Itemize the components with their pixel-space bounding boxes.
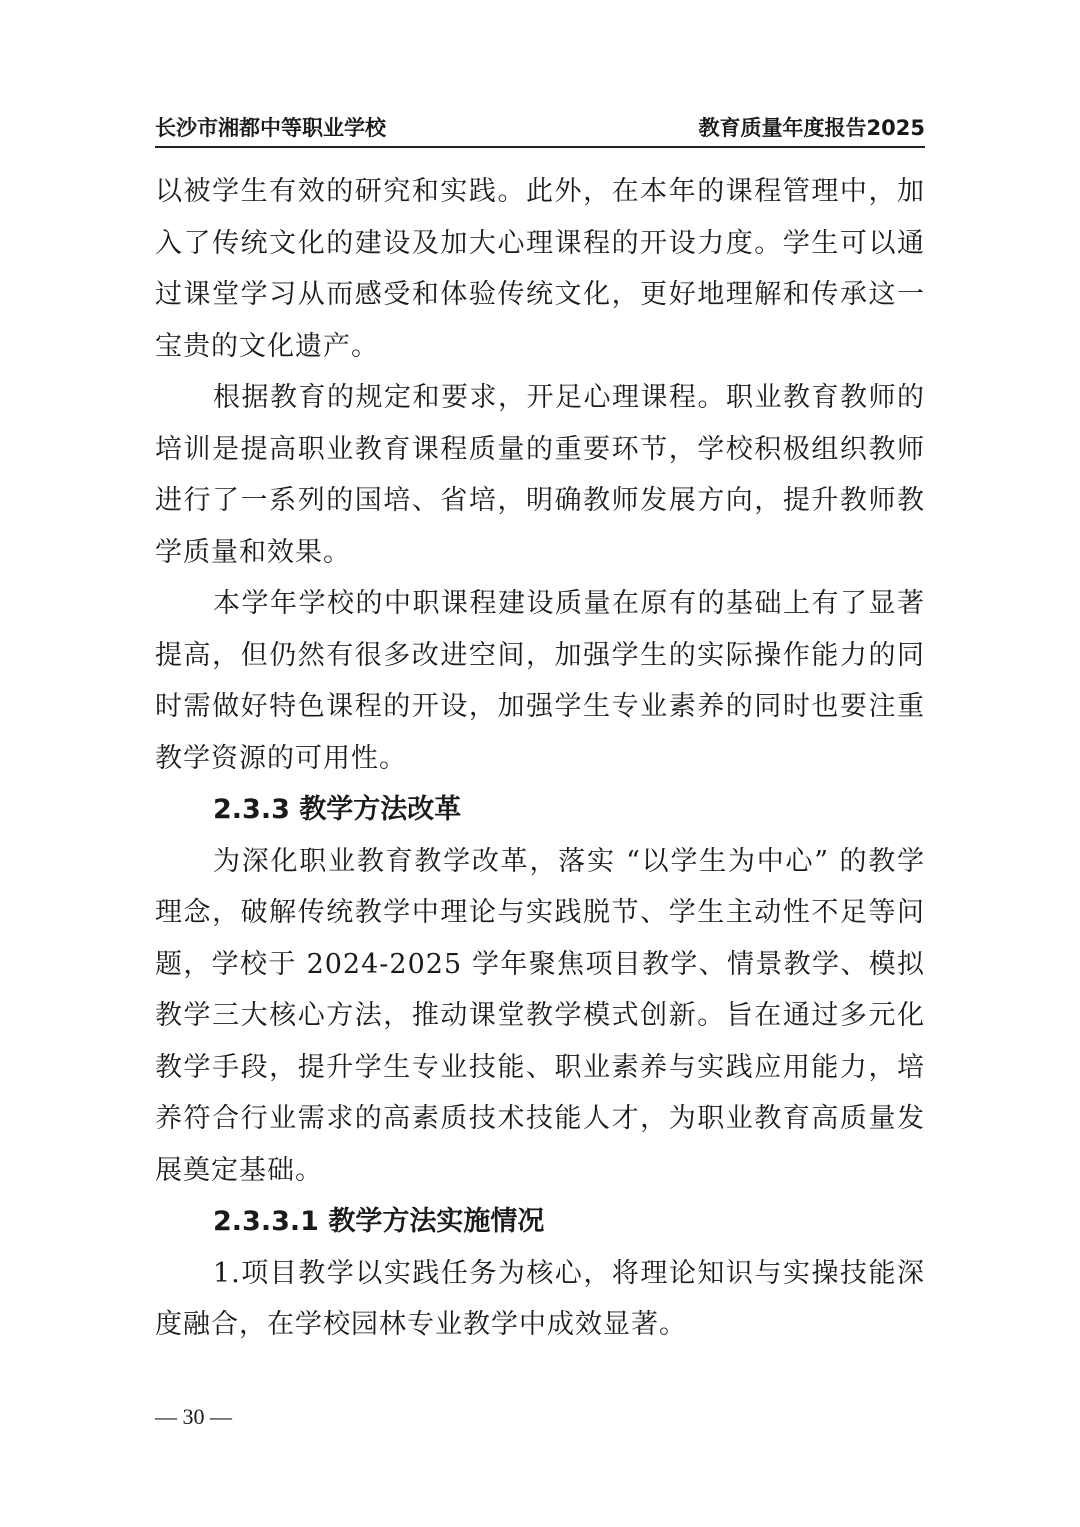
section-heading-2-3-3: 2.3.3 教学方法改革 — [213, 794, 462, 825]
section-heading-2-3-3-1: 2.3.3.1 教学方法实施情况 — [213, 1206, 545, 1237]
header-report-title: 教育质量年度报告2025 — [698, 116, 925, 140]
paragraph-2: 根据教育的规定和要求，开足心理课程。职业教育教师的培训是提高职业教育课程质量的重要环节，学校积极组织教师进行了一系列的国培、省培，明确教师发展方向，提升教师教学质量和效果。 — [155, 382, 925, 568]
header-school-name: 长沙市湘都中等职业学校 — [155, 116, 386, 140]
page-body — [155, 166, 925, 1351]
paragraph-1: 以被学生有效的研究和实践。此外，在本年的课程管理中，加入了传统文化的建设及加大心理课程的开设力度。学生可以通过课堂学习从而感受和体验传统文化，更好地理解和传承这一宝贵的文化遗产。 — [155, 176, 925, 362]
paragraph-3: 本学年学校的中职课程建设质量在原有的基础上有了显著提高，但仍然有很多改进空间，加强学生的实际操作能力的同时需做好特色课程的开设，加强学生专业素养的同时也要注重教学资源的可用性。 — [155, 588, 925, 774]
page-header — [155, 110, 925, 146]
paragraph-4: 为深化职业教育教学改革，落实 “以学生为中心” 的教学理念，破解传统教学中理论与实践脱节、学生主动性不足等问题，学校于 2024-2025 学年聚焦项目教学、情景教学、模拟教学三大核心方法，推动课堂教学模式创新。旨在通过多元化教学手段，提升学生专业技能、职业素养与实践应用能力，培养符合行业需求的高素质技术技能人才，为职业教育高质量发展奠定基础。 — [155, 845, 925, 1186]
header-divider — [155, 146, 925, 148]
paragraph-5: 1.项目教学以实践任务为核心，将理论知识与实操技能深度融合，在学校园林专业教学中成效显著。 — [155, 1257, 925, 1340]
page-number: — 30 — — [155, 1404, 232, 1429]
